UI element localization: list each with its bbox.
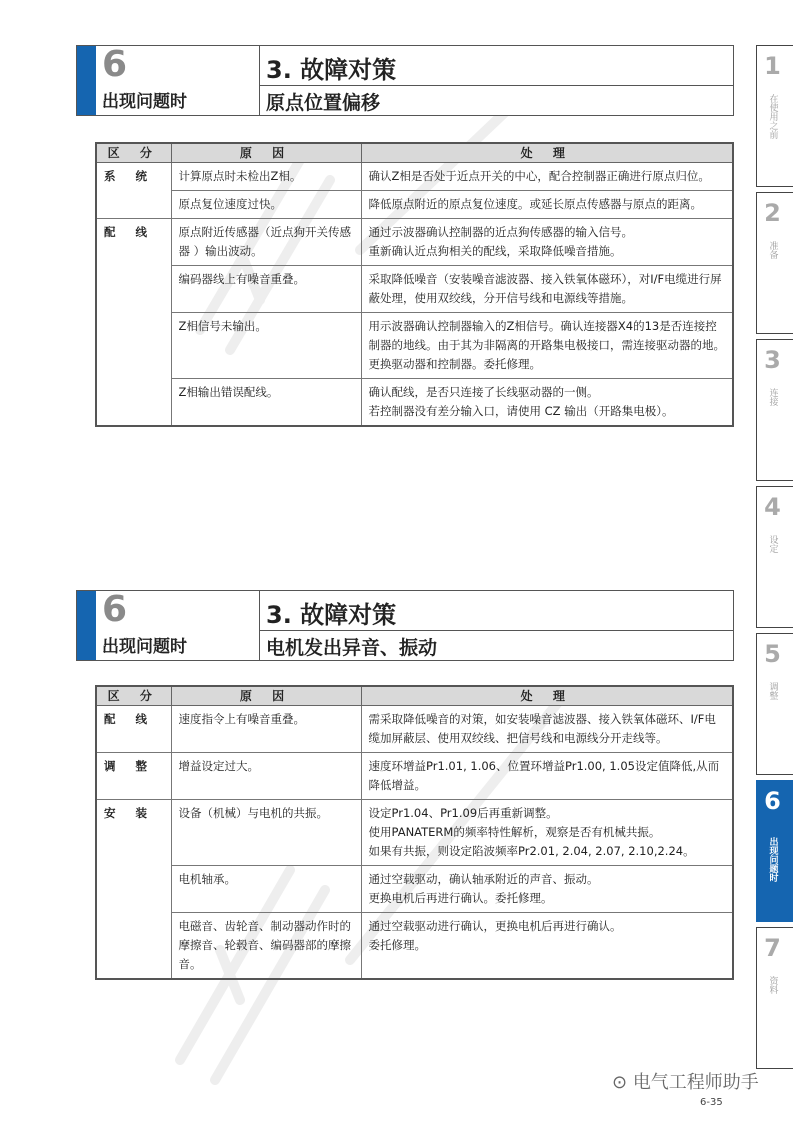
category-cell: 调 整 [96,752,171,799]
cause-cell: 编码器线上有噪音重叠。 [171,265,361,312]
action-cell: 速度环增益Pr1.01, 1.06、位置环增益Pr1.00, 1.05设定值降低,从而降低增益。 [361,752,733,799]
action-cell: 需采取降低噪音的对策，如安装噪音滤波器、接入铁氧体磁环、I/F电缆加屏蔽层、使用双绞线、把信号线和电源线分开走线等。 [361,705,733,752]
column-header: 处 理 [361,686,733,705]
table-row [96,312,733,378]
tab-number: 2 [764,199,781,227]
tab-number: 6 [764,787,781,815]
section-subtitle: 电机发出异音、振动 [266,637,438,659]
action-cell: 通过空载驱动，确认轴承附近的声音、振动。 更换电机后再进行确认。委托修理。 [361,865,733,912]
section-title: 3. 故障对策 [260,46,733,86]
accent-bar [77,591,96,660]
tab-number: 1 [764,52,781,80]
troubleshooting-table [95,685,734,980]
chapter-number: 6 [102,589,128,630]
side-tab-2[interactable] [756,192,793,334]
tab-label: 设定 [767,535,778,553]
section-header [76,590,734,661]
cause-cell: 原点复位速度过快。 [171,190,361,218]
tab-label: 资料 [767,976,778,994]
section-title: 3. 故障对策 [260,591,733,631]
action-cell: 确认配线，是否只连接了长线驱动器的一侧。 若控制器没有差分输入口，请使用 CZ 输出（开路集电极）。 [361,378,733,426]
tab-number: 4 [764,493,781,521]
chapter-name: 出现问题时 [102,637,187,657]
tab-label: 准备 [767,241,778,259]
category-cell: 配 线 [96,705,171,752]
side-tab-6[interactable] [756,780,793,922]
column-header: 区 分 [96,143,171,162]
chapter-name: 出现问题时 [102,92,187,112]
cause-cell: 电磁音、齿轮音、制动器动作时的摩擦音、轮毂音、编码器部的摩擦音。 [171,912,361,979]
column-header: 处 理 [361,143,733,162]
cause-cell: 设备（机械）与电机的共振。 [171,799,361,865]
tab-label: 连接 [767,388,778,406]
cause-cell: 速度指令上有噪音重叠。 [171,705,361,752]
table-row [96,218,733,265]
table-row [96,705,733,752]
table-row [96,799,733,865]
cause-cell: Z相输出错误配线。 [171,378,361,426]
action-cell: 通过示波器确认控制器的近点狗传感器的输入信号。 重新确认近点狗相关的配线，采取降低噪音措施。 [361,218,733,265]
action-cell: 设定Pr1.04、Pr1.09后再重新调整。 使用PANATERM的频率特性解析，观察是否有机械共振。 如果有共振，则设定陷波频率Pr2.01, 2.04, 2.07, 2.10,2.24。 [361,799,733,865]
column-header: 区 分 [96,686,171,705]
action-cell: 通过空载驱动进行确认，更换电机后再进行确认。 委托修理。 [361,912,733,979]
cause-cell: 增益设定过大。 [171,752,361,799]
table-row [96,265,733,312]
tab-number: 3 [764,346,781,374]
action-cell: 用示波器确认控制器输入的Z相信号。确认连接器X4的13是否连接控制器的地线。由于其为非隔离的开路集电极接口，需连接驱动器的地。更换驱动器和控制器。委托修理。 [361,312,733,378]
table-row [96,162,733,190]
tab-label: 出现问题时 [767,837,778,882]
category-cell: 配 线 [96,218,171,426]
column-header: 原 因 [171,686,361,705]
table-row [96,865,733,912]
section-header [76,45,734,116]
table-row [96,378,733,426]
cause-cell: 原点附近传感器（近点狗开关传感器 ）输出波动。 [171,218,361,265]
tab-label: 调整 [767,682,778,700]
side-tab-7[interactable] [756,927,793,1069]
action-cell: 降低原点附近的原点复位速度。或延长原点传感器与原点的距离。 [361,190,733,218]
table-row [96,190,733,218]
footer-brand [612,1072,759,1094]
accent-bar [77,46,96,115]
side-tab-1[interactable] [756,45,793,187]
cause-cell: 电机轴承。 [171,865,361,912]
tab-number: 7 [764,934,781,962]
page-number: 6-35 [700,1097,723,1108]
table-row [96,752,733,799]
troubleshooting-table [95,142,734,427]
wechat-icon: ⊙ [612,1072,633,1093]
side-tab-3[interactable] [756,339,793,481]
side-tab-5[interactable] [756,633,793,775]
cause-cell: Z相信号未输出。 [171,312,361,378]
category-cell: 安 装 [96,799,171,979]
column-header: 原 因 [171,143,361,162]
footer-brand-text: 电气工程师助手 [632,1072,759,1093]
category-cell: 系 统 [96,162,171,218]
tab-label: 在使用之前 [767,94,778,139]
chapter-number: 6 [102,44,128,85]
cause-cell: 计算原点时未检出Z相。 [171,162,361,190]
action-cell: 采取降低噪音（安装噪音滤波器、接入铁氧体磁环），对I/F电缆进行屏蔽处理，使用双绞线，分开信号线和电源线等措施。 [361,265,733,312]
tab-number: 5 [764,640,781,668]
section-subtitle: 原点位置偏移 [266,92,381,114]
action-cell: 确认Z相是否处于近点开关的中心，配合控制器正确进行原点归位。 [361,162,733,190]
side-tab-4[interactable] [756,486,793,628]
table-row [96,912,733,979]
